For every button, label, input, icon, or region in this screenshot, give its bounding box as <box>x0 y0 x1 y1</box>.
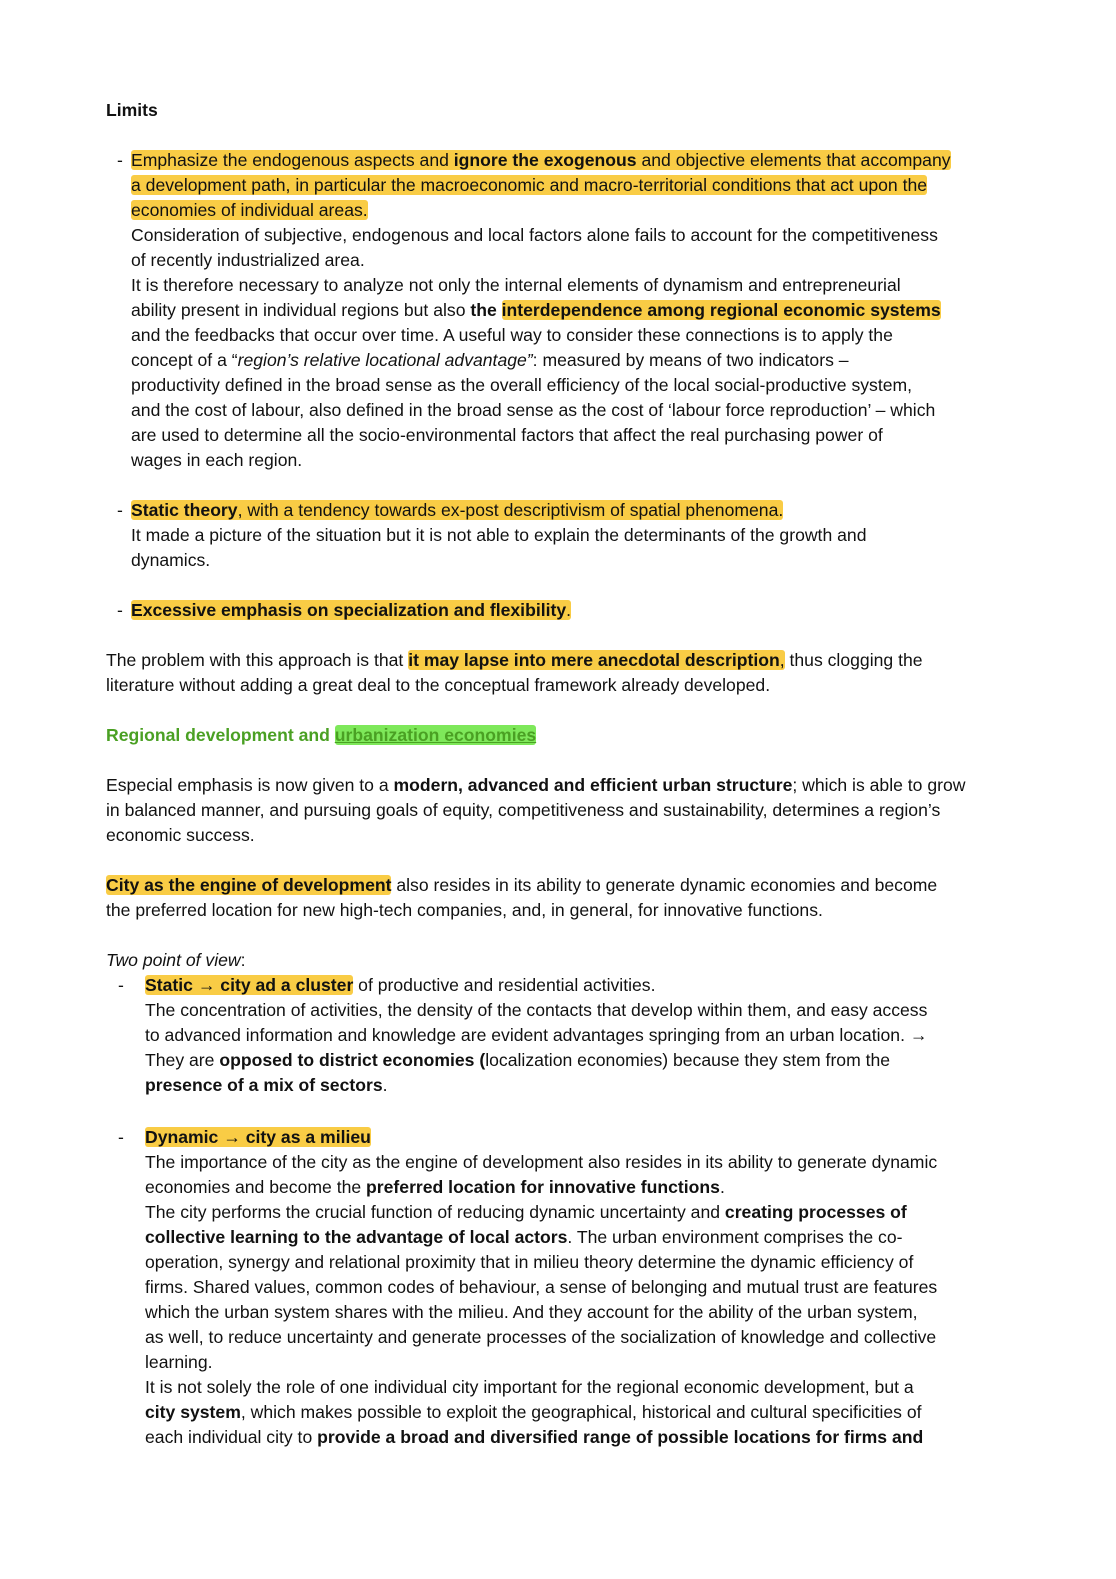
limit1-line1: Emphasize the endogenous aspects and ignore the exogenous and objective elements that accompany <box>131 150 951 170</box>
heading-limits: Limits <box>106 100 158 120</box>
dynamic-line10: learning. <box>145 1352 213 1372</box>
limit1-line8: and the feedbacks that occur over time. A useful way to consider these connections is to apply the <box>131 325 893 345</box>
limit1-line2: a development path, in particular the macroeconomic and macro-territorial conditions that act upon the <box>131 175 928 195</box>
dynamic-line11: It is not solely the role of one individual city important for the regional economic development, but a <box>145 1377 914 1397</box>
limit1-line11: and the cost of labour, also defined in the broad sense as the cost of ‘labour force reproduction’ – which <box>131 400 936 420</box>
static-line1: Static → city ad a cluster of productive and residential activities. <box>145 975 656 995</box>
list-dash: - <box>118 1127 124 1147</box>
arrow-right-icon: → <box>223 1127 241 1147</box>
limit2-line3: dynamics. <box>131 550 211 570</box>
dynamic-line4: The city performs the crucial function of reducing dynamic uncertainty and creating processes of <box>145 1202 907 1222</box>
dynamic-line3: economies and become the preferred location for innovative functions. <box>145 1177 725 1197</box>
dynamic-line8: which the urban system shares with the milieu. And they account for the ability of the urban system, <box>145 1302 918 1322</box>
limit1-line3: economies of individual areas. <box>131 200 368 220</box>
static-line2: The concentration of activities, the density of the contacts that develop within them, and easy access <box>145 1000 928 1020</box>
limit2-line2: It made a picture of the situation but it is not able to explain the determinants of the growth and <box>131 525 867 545</box>
dynamic-line7: firms. Shared values, common codes of behaviour, a sense of belonging and mutual trust are features <box>145 1277 938 1297</box>
city-line1: City as the engine of development also resides in its ability to generate dynamic economies and become <box>106 875 938 895</box>
list-dash: - <box>117 600 123 620</box>
list-dash: - <box>118 975 124 995</box>
dynamic-line12: city system, which makes possible to exploit the geographical, historical and cultural specificities of <box>145 1402 922 1422</box>
dynamic-line1: Dynamic → city as a milieu <box>145 1127 371 1147</box>
dynamic-line13: each individual city to provide a broad and diversified range of possible locations for firms and <box>145 1427 924 1447</box>
two-points-heading: Two point of view: <box>106 950 246 970</box>
limit1-line7: ability present in individual regions but also the interdependence among regional economic systems <box>131 300 941 320</box>
limit1-line10: productivity defined in the broad sense as the overall efficiency of the local social-productive system, <box>131 375 913 395</box>
limit1-line12: are used to determine all the socio-environmental factors that affect the real purchasing power of <box>131 425 883 445</box>
problem-line2: literature without adding a great deal to the conceptual framework already developed. <box>106 675 771 695</box>
dynamic-line5: collective learning to the advantage of local actors. The urban environment comprises the co- <box>145 1227 903 1247</box>
list-dash: - <box>117 500 123 520</box>
dynamic-line6: operation, synergy and relational proximity that in milieu theory determine the dynamic efficiency of <box>145 1252 914 1272</box>
emphasis-line3: economic success. <box>106 825 255 845</box>
arrow-right-icon: → <box>197 975 216 995</box>
limit1-line4: Consideration of subjective, endogenous and local factors alone fails to account for the competitiveness <box>131 225 938 245</box>
limit2-line1: Static theory, with a tendency towards ex-post descriptivism of spatial phenomena. <box>131 500 784 520</box>
emphasis-line2: in balanced manner, and pursuing goals of equity, competitiveness and sustainability, determines a region’s <box>106 800 941 820</box>
dynamic-line9: as well, to reduce uncertainty and generate processes of the socialization of knowledge and collective <box>145 1327 937 1347</box>
list-dash: - <box>117 150 123 170</box>
static-line3: to advanced information and knowledge are evident advantages springing from an urban location. → <box>145 1025 928 1045</box>
static-line5: presence of a mix of sectors. <box>145 1075 388 1095</box>
problem-line1: The problem with this approach is that it may lapse into mere anecdotal description, thus clogging the <box>106 650 923 670</box>
limit3-line1: Excessive emphasis on specialization and flexibility. <box>131 600 572 620</box>
dynamic-line2: The importance of the city as the engine of development also resides in its ability to generate dynamic <box>145 1152 938 1172</box>
city-line2: the preferred location for new high-tech companies, and, in general, for innovative functions. <box>106 900 823 920</box>
limit1-line9: concept of a “region’s relative locational advantage”: measured by means of two indicators – <box>131 350 849 370</box>
limit1-line6: It is therefore necessary to analyze not only the internal elements of dynamism and entrepreneurial <box>131 275 901 295</box>
limit1-line13: wages in each region. <box>131 450 303 470</box>
limit1-line5: of recently industrialized area. <box>131 250 365 270</box>
heading-regional-development: Regional development and urbanization economies <box>106 725 537 745</box>
static-line4: They are opposed to district economies (localization economies) because they stem from the <box>145 1050 891 1070</box>
emphasis-line1: Especial emphasis is now given to a modern, advanced and efficient urban structure; which is able to grow <box>106 775 966 795</box>
